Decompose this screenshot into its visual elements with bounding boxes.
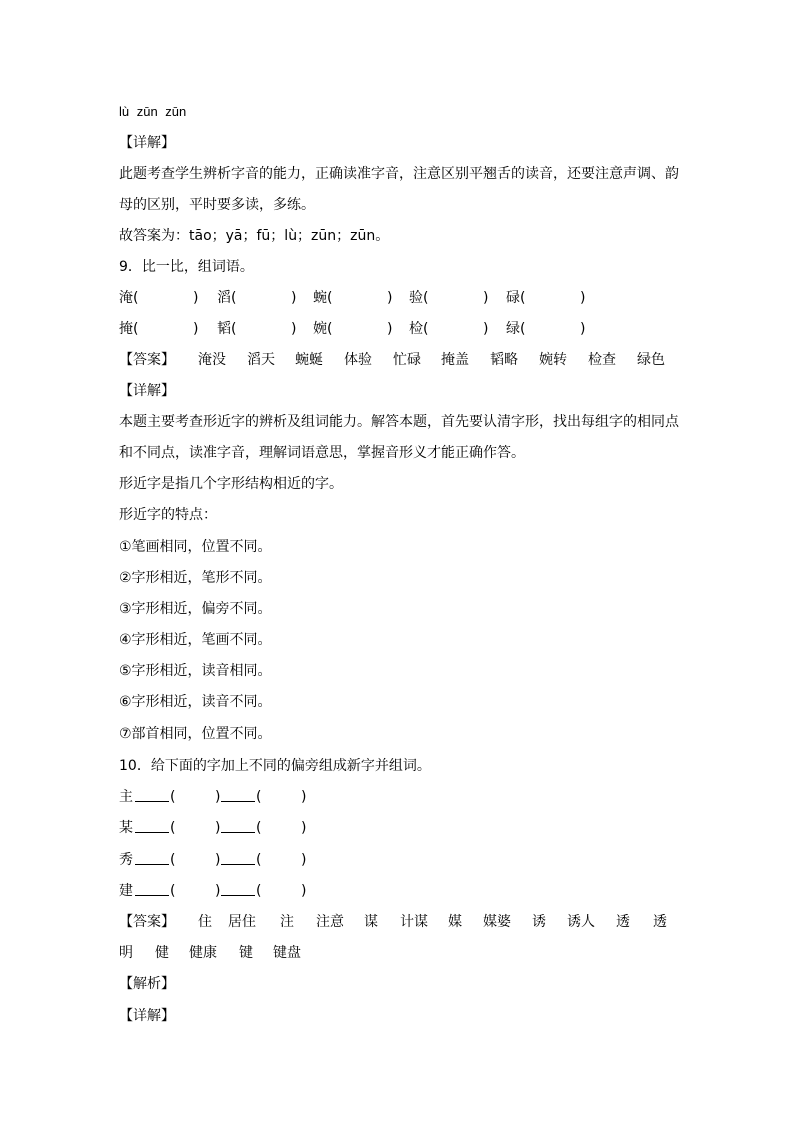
answer-row [119,912,679,932]
detail-label: 【详解】 [119,383,175,399]
question-title: 10．给下面的字加上不同的偏旁组成新字并组词。 [119,758,431,774]
paren-close: ) [193,321,199,337]
paren-close: ) [483,321,489,337]
answer-word: 检查 [588,352,616,368]
answer-word: 体验 [344,352,372,368]
paren-open: ( [256,852,262,868]
compare-row [119,288,679,308]
paren-open: ( [256,883,262,899]
answer-word: 明 [119,945,133,961]
feature-item: ⑥字形相近，读音不同。 [119,694,272,710]
paren-close: ) [387,290,393,306]
question-title: 9．比一比，组词语。 [119,259,254,275]
blank-line[interactable] [135,850,169,871]
answer-word: 忙碌 [393,352,421,368]
definition-line: 形近字是指几个字形结构相近的字。 [119,476,343,492]
detail-label: 【详解】 [119,135,175,151]
detail-text-line: 母的区别，平时要多读，多练。 [119,197,315,213]
answer-word: 透 [616,914,630,930]
answer-word: 透 [653,914,667,930]
char-cell: 绿( [506,321,526,337]
detail-text-line: 和不同点，读准字音，理解词语意思，掌握音形义才能正确作答。 [119,445,525,461]
pinyin-answer-line: lù zūn zūn [119,104,187,119]
answer-word: 婉转 [539,352,567,368]
answer-summary-line: 故答案为：tāo；yā；fū；lù；zūn；zūn。 [119,228,390,244]
paren-close: ) [301,852,307,868]
blank-line[interactable] [135,818,169,839]
answer-word: 媒婆 [483,914,511,930]
answer-word: 注意 [316,914,344,930]
paren-close: ) [215,883,221,899]
blank-line[interactable] [221,881,255,902]
blank-line[interactable] [221,787,255,808]
char-cell: 婉( [313,321,333,337]
feature-item: ⑤字形相近，读音相同。 [119,663,272,679]
answer-word: 谋 [364,914,378,930]
answer-row [119,943,679,963]
feature-item: ②字形相近，笔形不同。 [119,570,272,586]
feature-item: ①笔画相同，位置不同。 [119,539,272,555]
answer-word: 蜿蜒 [295,352,323,368]
base-char: 建 [119,883,133,899]
feature-item: ⑦部首相同，位置不同。 [119,726,272,742]
char-cell: 碌( [506,290,526,306]
answer-row [119,350,679,370]
char-cell: 韬( [217,321,237,337]
answer-word: 计谋 [400,914,428,930]
paren-close: ) [580,321,586,337]
base-char: 主 [119,789,133,805]
blank-line[interactable] [135,787,169,808]
answer-word: 住 [198,914,212,930]
char-cell: 滔( [217,290,237,306]
answer-word: 掩盖 [441,352,469,368]
paren-open: ( [170,883,176,899]
paren-close: ) [387,321,393,337]
blank-line[interactable] [221,850,255,871]
paren-close: ) [215,852,221,868]
char-cell: 蜿( [313,290,333,306]
paren-close: ) [301,789,307,805]
answer-word: 注 [280,914,294,930]
analysis-label: 【解析】 [119,976,175,992]
answer-word: 滔天 [247,352,275,368]
paren-open: ( [256,820,262,836]
answer-word: 淹没 [198,352,226,368]
paren-close: ) [301,820,307,836]
detail-label: 【详解】 [119,1008,175,1024]
answer-label: 【答案】 [119,914,175,930]
char-cell: 掩( [119,321,139,337]
feature-item: ③字形相近，偏旁不同。 [119,601,272,617]
char-cell: 检( [409,321,429,337]
paren-close: ) [291,290,297,306]
feature-item: ④字形相近，笔画不同。 [119,632,272,648]
answer-word: 韬略 [490,352,518,368]
paren-close: ) [483,290,489,306]
answer-word: 媒 [448,914,462,930]
compare-row [119,319,679,339]
paren-open: ( [170,852,176,868]
answer-word: 键盘 [273,945,301,961]
detail-text-line: 本题主要考查形近字的辨析及组词能力。解答本题，首先要认清字形，找出每组字的相同点 [119,414,679,430]
answer-word: 健 [155,945,169,961]
paren-close: ) [193,290,199,306]
paren-open: ( [170,820,176,836]
answer-word: 健康 [189,945,217,961]
paren-close: ) [215,820,221,836]
paren-close: ) [301,883,307,899]
features-title: 形近字的特点： [119,507,217,523]
char-cell: 验( [409,290,429,306]
base-char: 某 [119,820,133,836]
blank-line[interactable] [221,818,255,839]
answer-word: 诱 [532,914,546,930]
answer-label: 【答案】 [119,352,175,368]
char-cell: 淹( [119,290,139,306]
paren-close: ) [215,789,221,805]
answer-word: 居住 [228,914,256,930]
answer-word: 诱人 [567,914,595,930]
base-char: 秀 [119,852,133,868]
paren-open: ( [170,789,176,805]
blank-line[interactable] [135,881,169,902]
paren-close: ) [291,321,297,337]
answer-word: 绿色 [637,352,665,368]
paren-close: ) [580,290,586,306]
answer-word: 键 [239,945,253,961]
detail-text-line: 此题考查学生辨析字音的能力，正确读准字音，注意区别平翘舌的读音，还要注意声调、韵 [119,166,679,182]
paren-open: ( [256,789,262,805]
